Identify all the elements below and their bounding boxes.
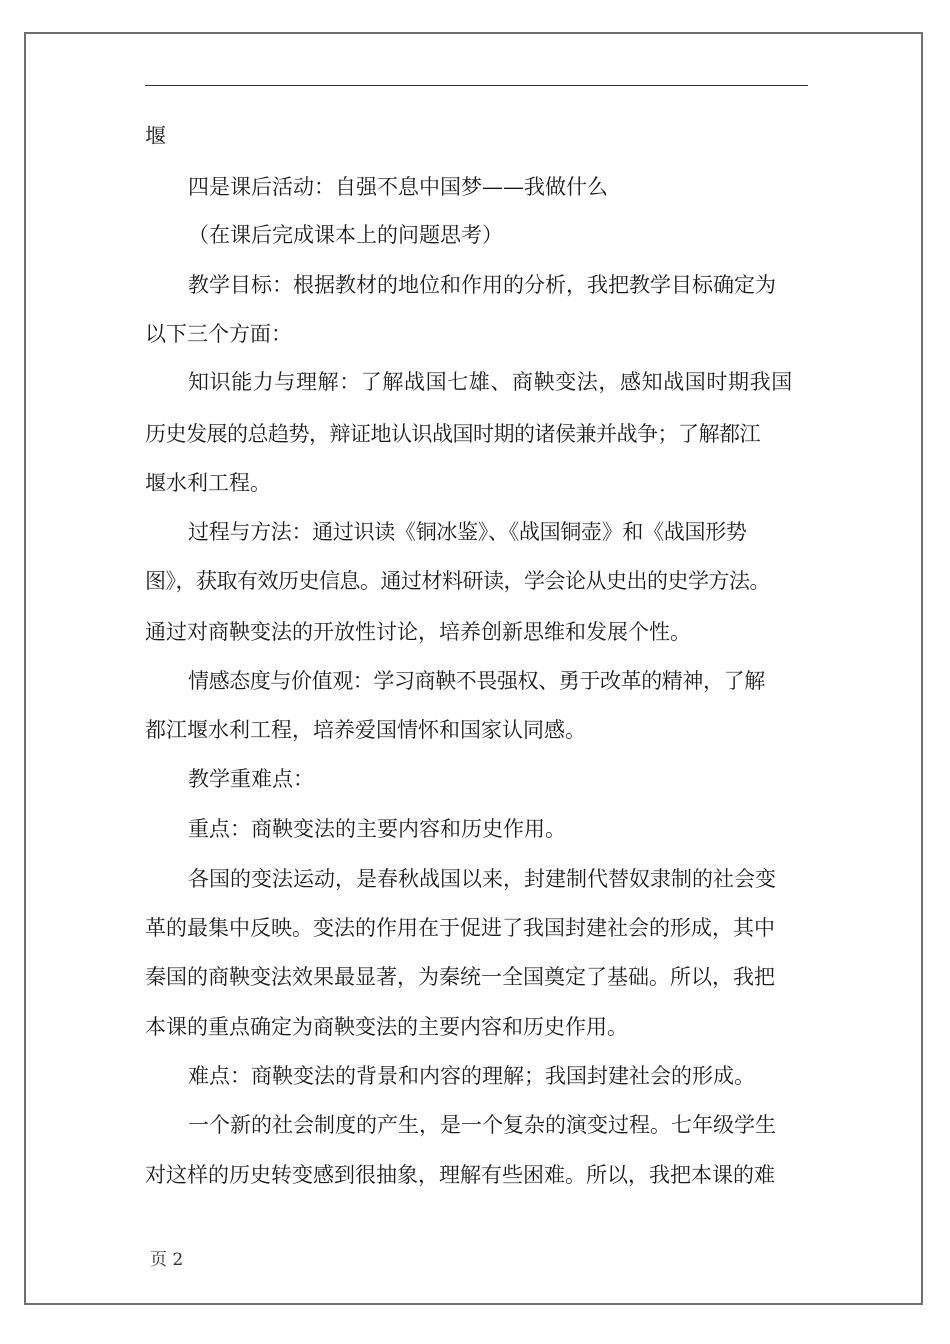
header-rule (145, 85, 808, 86)
text-line: 过程与方法：通过识读《铜冰鉴》、《战国铜壶》和《战国形势 (188, 520, 747, 544)
text-line: 堰 (145, 124, 166, 148)
text-line: 教学目标：根据教材的地位和作用的分析，我把教学目标确定为 (188, 273, 776, 297)
text-line: 教学重难点： (188, 767, 314, 791)
text-line: 四是课后活动：自强不息中国梦——我做什么 (188, 175, 608, 199)
text-line: 以下三个方面： (145, 322, 292, 346)
text-line: 都江堰水利工程，培养爱国情怀和国家认同感。 (145, 718, 586, 742)
text-line: 知识能力与理解：了解战国七雄、商鞅变法，感知战国时期我国 (188, 370, 793, 394)
text-line: 堰水利工程。 (145, 471, 271, 495)
text-line: 本课的重点确定为商鞅变法的主要内容和历史作用。 (145, 1015, 628, 1039)
text-line: 对这样的历史转变感到很抽象，理解有些困难。所以，我把本课的难 (145, 1163, 775, 1187)
text-line: 历史发展的总趋势，辩证地认识战国时期的诸侯兼并战争；了解都江 (145, 422, 760, 446)
page-number: 页 2 (150, 1250, 184, 1270)
text-line: 一个新的社会制度的产生，是一个复杂的演变过程。七年级学生 (188, 1113, 776, 1137)
text-line: 革的最集中反映。变法的作用在于促进了我国封建社会的形成，其中 (145, 916, 775, 940)
text-line: 各国的变法运动，是春秋战国以来，封建制代替奴隶制的社会变 (188, 867, 776, 891)
text-line: 图》，获取有效历史信息。通过材料研读，学会论从史出的史学方法。 (145, 569, 770, 593)
text-line: 通过对商鞅变法的开放性讨论，培养创新思维和发展个性。 (145, 620, 691, 644)
text-line: 难点：商鞅变法的背景和内容的理解；我国封建社会的形成。 (188, 1064, 755, 1088)
text-line: 重点：商鞅变法的主要内容和历史作用。 (188, 817, 566, 841)
text-line: 秦国的商鞅变法效果最显著，为秦统一全国奠定了基础。所以，我把 (145, 965, 775, 989)
text-line: （在课后完成课本上的问题思考） (188, 223, 503, 247)
text-line: 情感态度与价值观：学习商鞅不畏强权、勇于改革的精神，了解 (188, 669, 765, 693)
